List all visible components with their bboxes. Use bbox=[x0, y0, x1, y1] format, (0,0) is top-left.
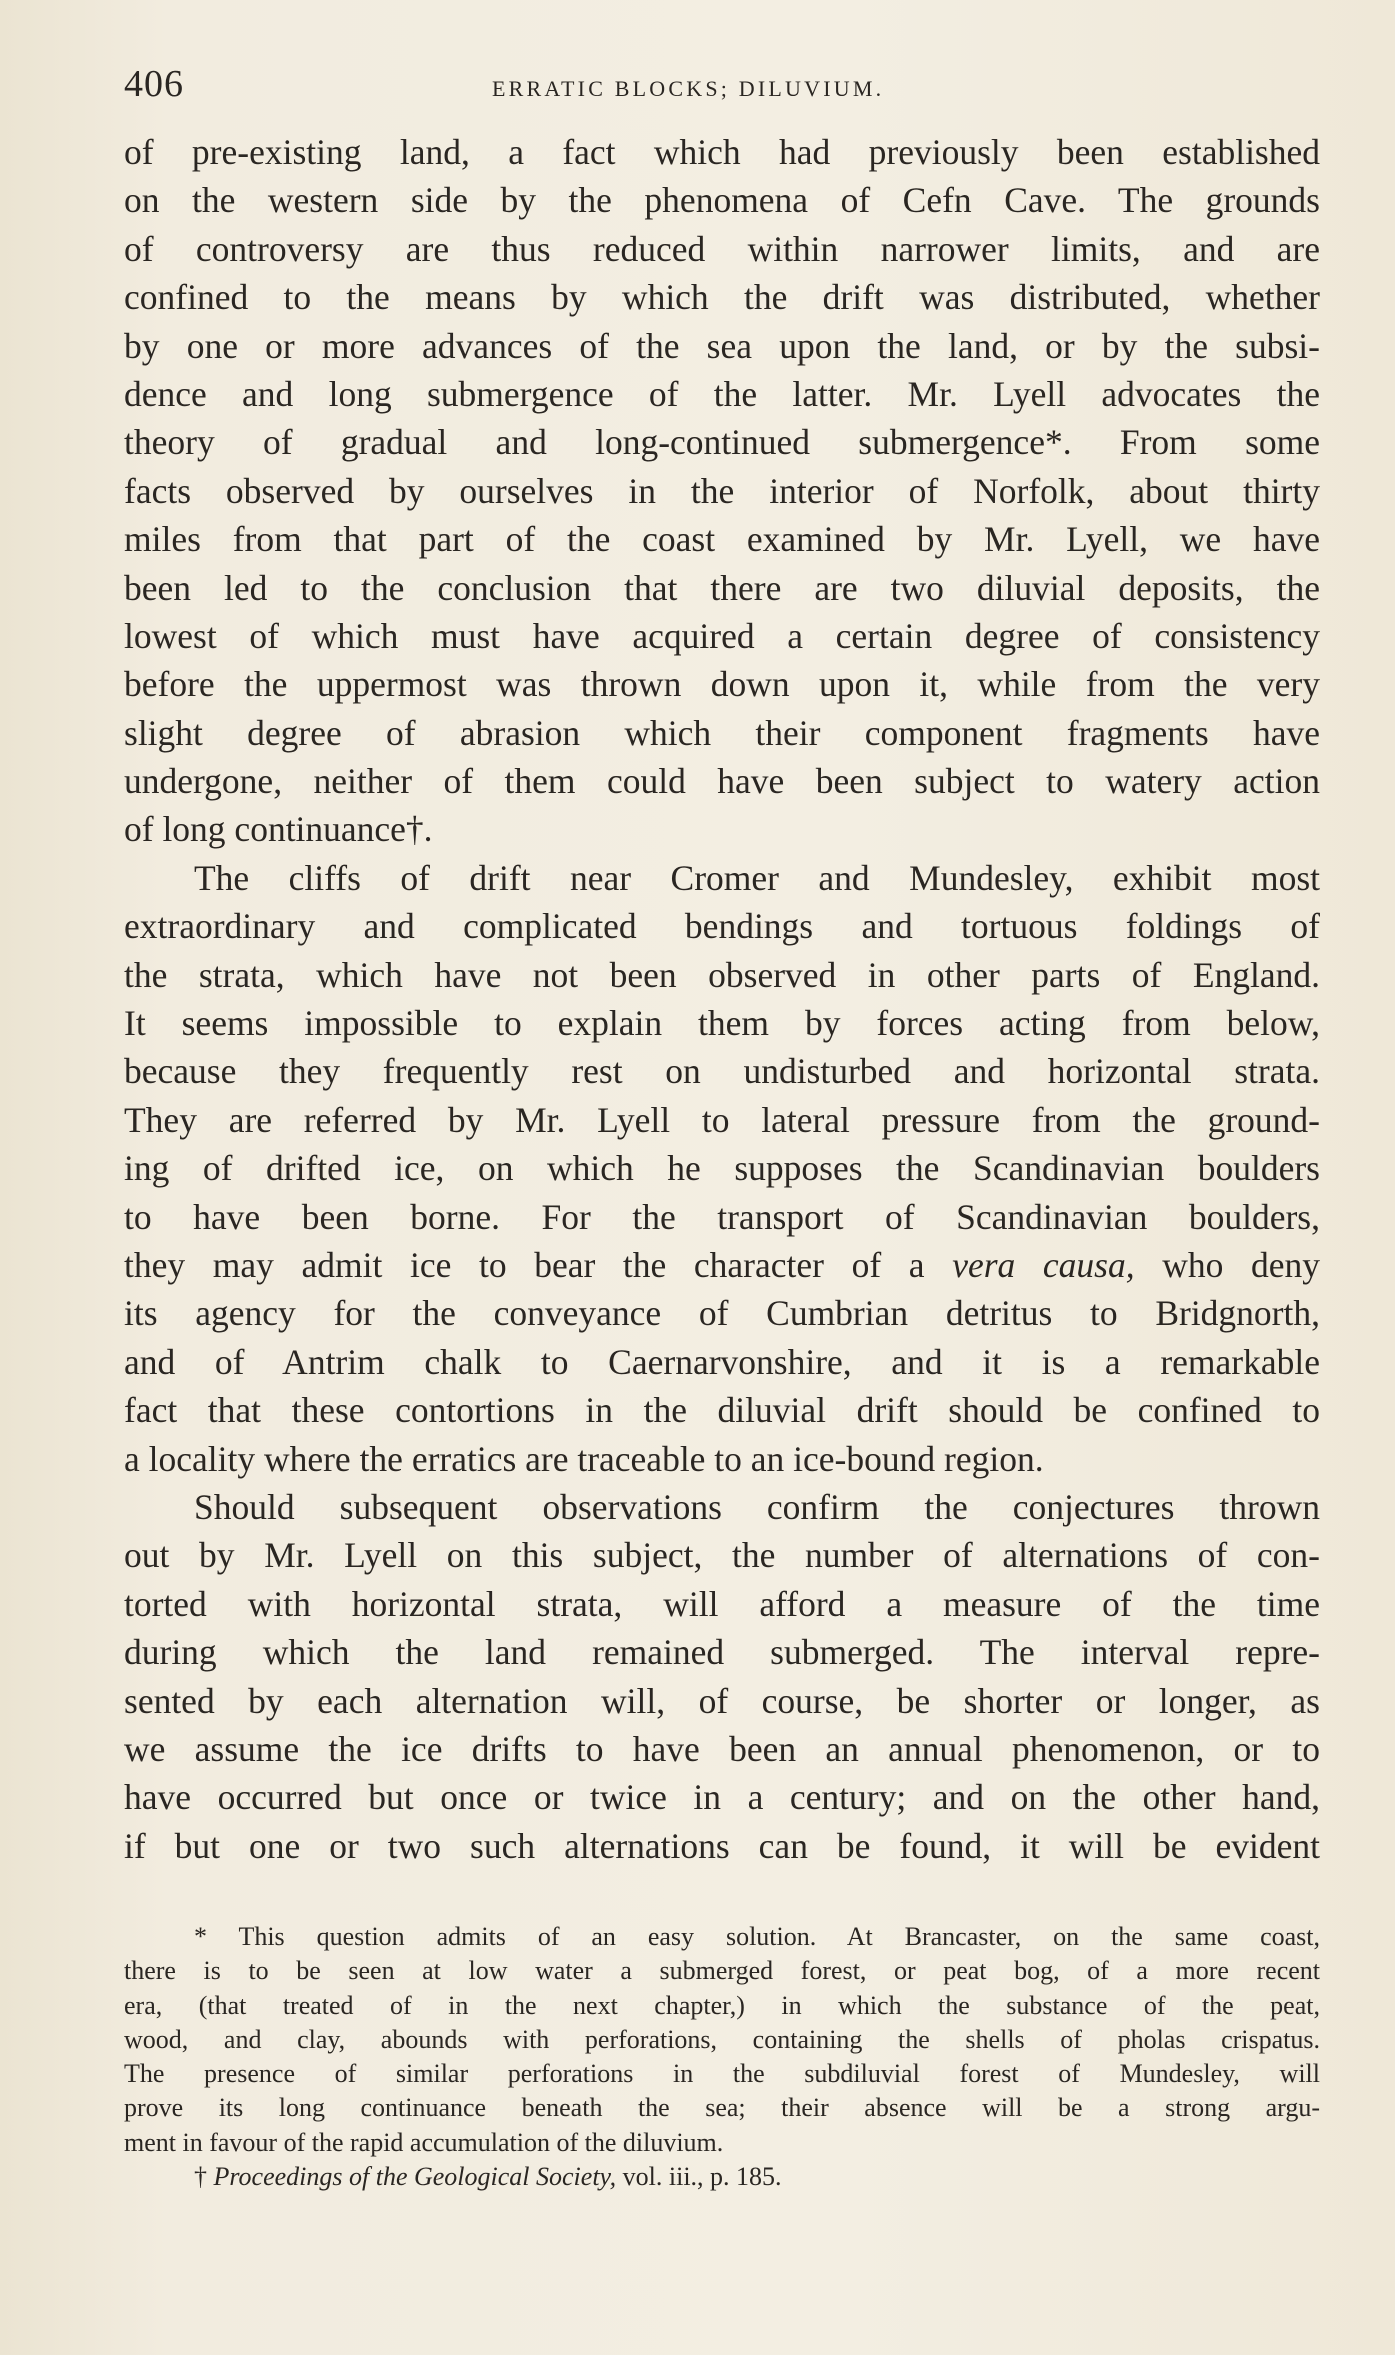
footnote-line: prove its long continuance beneath the sea; their absence will be a strong argu- bbox=[124, 2093, 1320, 2123]
line-suffix: who deny bbox=[1134, 1244, 1320, 1285]
text-line: if but one or two such alternations can be found, it will be evident bbox=[124, 1825, 1320, 1866]
text-line: extraordinary and complicated bendings and tortuous foldings of bbox=[124, 906, 1320, 947]
text-line: we assume the ice drifts to have been an annual phenomenon, or to bbox=[124, 1728, 1320, 1769]
italic-phrase: vera causa, bbox=[952, 1244, 1135, 1285]
text-line: torted with horizontal strata, will afford a measure of the time bbox=[124, 1583, 1320, 1624]
text-line: have occurred but once or twice in a century; and on the other hand, bbox=[124, 1777, 1320, 1818]
text-line: facts observed by ourselves in the interior of Norfolk, about thirty bbox=[124, 470, 1320, 511]
page-header bbox=[124, 62, 1324, 112]
footnote-line: there is to be seen at low water a submerged forest, or peat bog, of a more recent bbox=[124, 1956, 1320, 1986]
text-line: to have been borne. For the transport of Scandinavian boulders, bbox=[124, 1196, 1320, 1237]
citation-detail: vol. iii., p. 185. bbox=[616, 2162, 782, 2192]
text-line: during which the land remained submerged. The interval repre- bbox=[124, 1632, 1320, 1673]
text-line: ing of drifted ice, on which he supposes the Scandinavian boulders bbox=[124, 1148, 1320, 1189]
footnote-line: era, (that treated of in the next chapter,) in which the substance of the peat, bbox=[124, 1990, 1320, 2020]
text-line: its agency for the conveyance of Cumbrian detritus to Bridgnorth, bbox=[124, 1293, 1320, 1334]
text-line: confined to the means by which the drift was distributed, whether bbox=[124, 277, 1320, 318]
text-line: dence and long submergence of the latter. Mr. Lyell advocates the bbox=[124, 373, 1320, 414]
line-prefix: they may admit ice to bear the character of a bbox=[124, 1244, 925, 1285]
text-line: They are referred by Mr. Lyell to lateral pressure from the ground- bbox=[124, 1099, 1320, 1140]
text-line: sented by each alternation will, of course, be shorter or longer, as bbox=[124, 1680, 1320, 1721]
text-line: of long continuance†. bbox=[124, 809, 433, 850]
text-line: theory of gradual and long-continued submergence*. From some bbox=[124, 422, 1320, 463]
footnote-line: * This question admits of an easy solution. At Brancaster, on the same coast, bbox=[194, 1922, 1320, 1951]
footnote-line: ment in favour of the rapid accumulation of the diluvium. bbox=[124, 2127, 724, 2157]
text-line: of pre-existing land, a fact which had previously been established bbox=[124, 132, 1320, 172]
body-text bbox=[124, 128, 1320, 1870]
running-head: ERRATIC BLOCKS; DILUVIUM. bbox=[492, 76, 885, 101]
text-line: on the western side by the phenomena of Cefn Cave. The grounds bbox=[124, 180, 1320, 221]
text-line: miles from that part of the coast examined by Mr. Lyell, we have bbox=[124, 519, 1320, 560]
text-line: the strata, which have not been observed in other parts of England. bbox=[124, 954, 1320, 995]
text-line: by one or more advances of the sea upon the land, or by the subsi- bbox=[124, 325, 1320, 366]
footnote-line: The presence of similar perforations in the subdiluvial forest of Mundesley, will bbox=[124, 2059, 1320, 2089]
text-line: out by Mr. Lyell on this subject, the number of alternations of con- bbox=[124, 1535, 1320, 1576]
footnote-line: wood, and clay, abounds with perforations, containing the shells of pholas crispatus. bbox=[124, 2024, 1320, 2054]
text-line: a locality where the erratics are traceable to an ice-bound region. bbox=[124, 1438, 1044, 1479]
text-line: of controversy are thus reduced within narrower limits, and are bbox=[124, 228, 1320, 269]
journal-title: Proceedings of the Geological Society, bbox=[213, 2162, 617, 2192]
page-number: 406 bbox=[124, 63, 184, 105]
paragraph-start-line: Should subsequent observations confirm the conjectures thrown bbox=[194, 1486, 1320, 1527]
text-line-with-italic bbox=[124, 1241, 1320, 1289]
text-line: fact that these contortions in the diluvial drift should be confined to bbox=[124, 1390, 1320, 1431]
text-line: slight degree of abrasion which their component fragments have bbox=[124, 712, 1320, 753]
paragraph-start-line: The cliffs of drift near Cromer and Mundesley, exhibit most bbox=[194, 857, 1320, 898]
text-line: because they frequently rest on undisturbed and horizontal strata. bbox=[124, 1051, 1320, 1092]
text-line: lowest of which must have acquired a certain degree of consistency bbox=[124, 615, 1320, 656]
text-line: before the uppermost was thrown down upon it, while from the very bbox=[124, 664, 1320, 705]
text-line: undergone, neither of them could have been subject to watery action bbox=[124, 761, 1320, 802]
dagger-mark: † bbox=[194, 2162, 207, 2192]
text-line: It seems impossible to explain them by forces acting from below, bbox=[124, 1003, 1320, 1044]
text-line: been led to the conclusion that there are two diluvial deposits, the bbox=[124, 567, 1320, 608]
text-line: and of Antrim chalk to Caernarvonshire, and it is a remarkable bbox=[124, 1341, 1320, 1382]
footnotes bbox=[124, 1920, 1320, 2194]
footnote-dagger-line bbox=[124, 2160, 1320, 2194]
